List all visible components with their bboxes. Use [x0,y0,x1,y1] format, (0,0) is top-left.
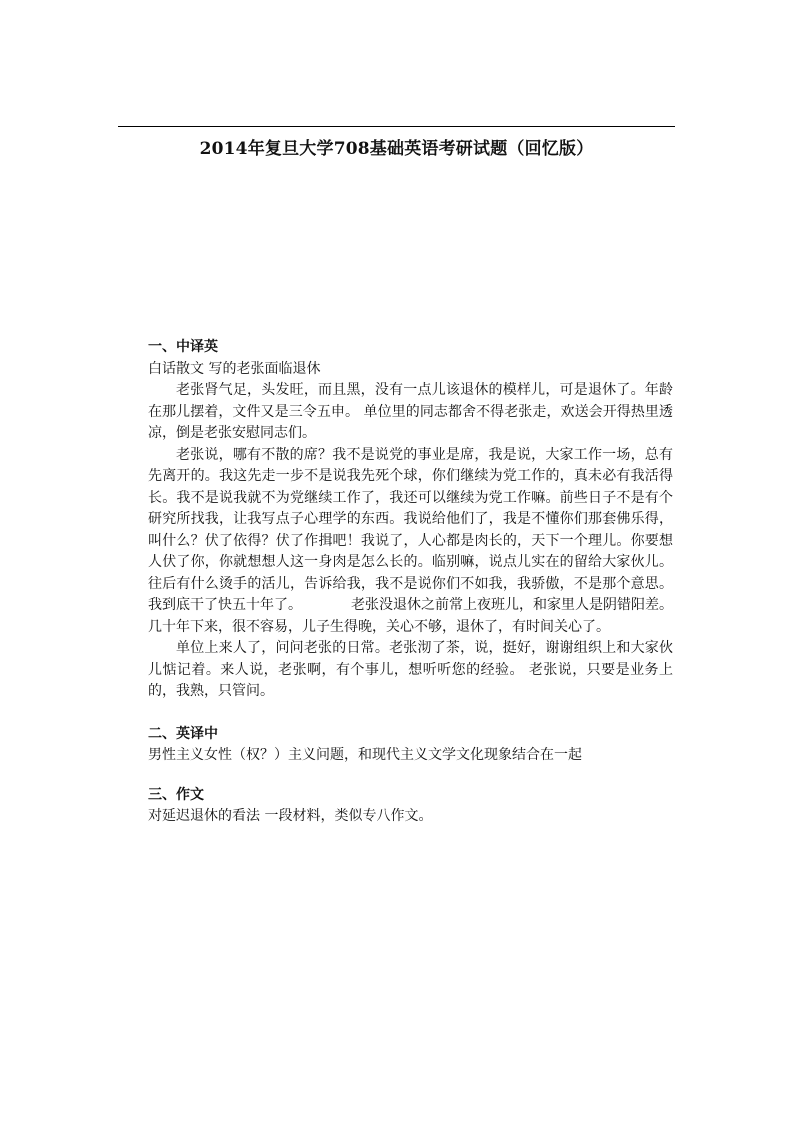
header-rule [118,126,675,127]
section-subtitle: 白话散文 写的老张面临退休 [148,360,321,377]
section-text: 男性主义女性（权？）主义问题，和现代主义文学文化现象结合在一起 [148,747,582,763]
section-essay [148,785,673,828]
passage-paragraph: 老张肾气足，头发旺，而且黑，没有一点儿该退休的模样儿，可是退休了。年龄在那儿摆着，文件又是三令五申。 单位里的同志都舍不得老张走，欢送会开得热里透凉，倒是老张安慰同志们。 [148,382,673,441]
section-translation-e2c [148,724,673,767]
section-text: 对延迟退休的看法 一段材料，类似专八作文。 [148,808,433,824]
passage-paragraph: 单位上来人了，问问老张的日常。老张沏了茶，说，挺好，谢谢组织上和大家伙儿惦记着。来人说，老张啊，有个事儿，想听听您的经验。 老张说，只要是业务上的，我熟，只管问。 [148,640,673,699]
passage-paragraph: 老张说，哪有不散的席？我不是说党的事业是席，我是说，大家工作一场，总有先离开的。我这先走一步不是说我先死个球，你们继续为党工作的，真未必有我活得长。我不是说我就不为党继续工作了，我还可以继续为党工作嘛。前些日子不是有个研究所找我，让我写点子心理学的东西。我说给他们了，我是不懂你们那套佛乐得，叫什么？伏了依得？伏了作揖吧！我说了，人心都是肉长的，天下一个理儿。你要想人伏了你，你就想想人这一身肉是怎么长的。临别嘛，说点儿实在的留给大家伙儿。往后有什么烫手的活儿，告诉给我，我不是说你们不如我，我骄傲，不是那个意思。我到底干了快五十年了。 老张没退休之前常上夜班儿，和家里人是阴错阳差。几十年下来，很不容易，儿子生得晚，关心不够，退休了，有时间关心了。 [148,446,673,635]
section-translation-c2e [148,337,673,703]
section-heading: 一、中译英 [148,339,218,355]
section-heading: 三、作文 [148,786,204,803]
page-title: 2014年复旦大学708基础英语考研试题（回忆版） [199,139,594,159]
section-heading: 二、英译中 [148,725,218,742]
exam-content [148,337,673,828]
